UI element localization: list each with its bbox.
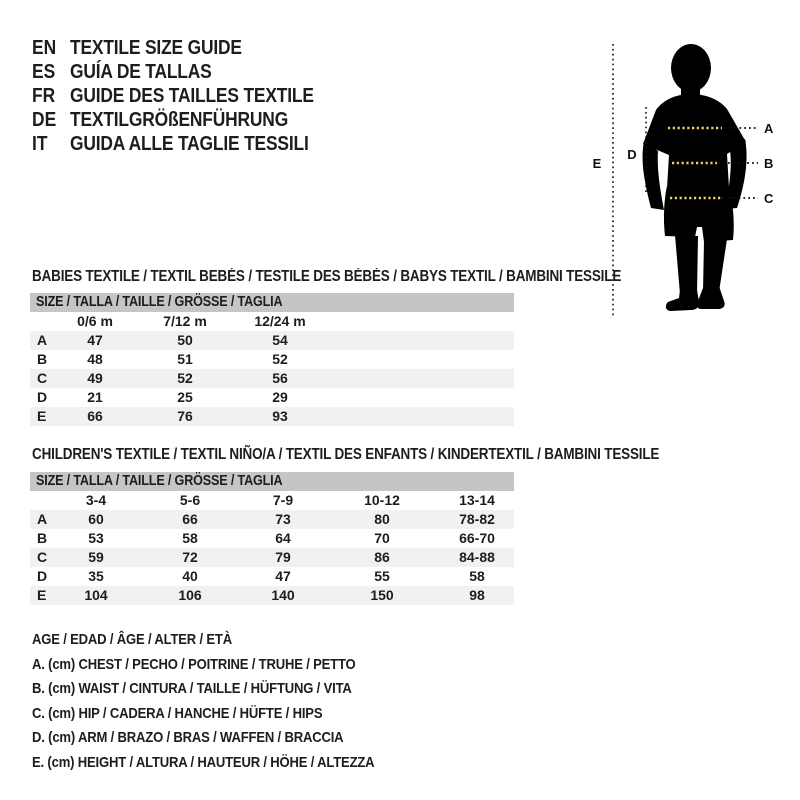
silhouette-left-foot bbox=[666, 290, 699, 311]
row-label: E bbox=[37, 408, 47, 424]
cell-value: 52 bbox=[177, 370, 193, 386]
size-header-text: SIZE / TALLA / TAILLE / GRÖSSE / TAGLIA bbox=[36, 294, 283, 310]
cell-value: 58 bbox=[182, 530, 198, 546]
cell-value: 150 bbox=[370, 587, 394, 603]
guide-title: GUÍA DE TALLAS bbox=[70, 61, 212, 83]
cell-value: 86 bbox=[374, 549, 390, 565]
column-header: 5-6 bbox=[179, 492, 201, 508]
legend-age-line bbox=[32, 628, 426, 653]
table-row-a bbox=[30, 331, 514, 350]
table-row-b bbox=[30, 529, 514, 548]
column-header: 13-14 bbox=[459, 492, 495, 508]
cell-value: 49 bbox=[87, 370, 103, 386]
silhouette-shorts bbox=[664, 186, 734, 242]
children-heading-text: CHILDREN'S TEXTILE / TEXTIL NIÑO/A / TEXTIL DES ENFANTS / KINDERTEXTIL / BAMBINI TESSILE bbox=[32, 446, 660, 463]
cell-value: 78-82 bbox=[459, 511, 495, 527]
table-row-b bbox=[30, 350, 514, 369]
cell-value: 40 bbox=[182, 568, 198, 584]
size-header-text: SIZE / TALLA / TAILLE / GRÖSSE / TAGLIA bbox=[36, 473, 283, 489]
cell-value: 66 bbox=[87, 408, 103, 424]
language-code: DE bbox=[32, 109, 57, 131]
cell-value: 73 bbox=[275, 511, 291, 527]
legend-text: D. (cm) ARM / BRAZO / BRAS / WAFFEN / BRACCIA bbox=[32, 729, 344, 746]
table-row-d bbox=[30, 567, 514, 586]
cell-value: 93 bbox=[272, 408, 288, 424]
silhouette-right-foot bbox=[697, 286, 725, 309]
row-label: A bbox=[37, 511, 48, 527]
cell-value: 66-70 bbox=[459, 530, 495, 546]
cell-value: 106 bbox=[178, 587, 202, 603]
legend-height-line bbox=[32, 751, 426, 776]
legend-text: AGE / EDAD / ÂGE / ALTER / ETÀ bbox=[32, 631, 232, 648]
column-header: 7-9 bbox=[272, 492, 294, 508]
legend-text: B. (cm) WAIST / CINTURA / TAILLE / HÜFTUNG / VITA bbox=[32, 680, 352, 697]
language-title-list bbox=[32, 36, 350, 156]
label-e: E bbox=[592, 156, 602, 171]
language-code: IT bbox=[32, 133, 48, 155]
cell-value: 25 bbox=[177, 389, 193, 405]
cell-value: 79 bbox=[275, 549, 291, 565]
label-c: C bbox=[764, 191, 774, 206]
row-label: C bbox=[37, 549, 48, 565]
column-header: 10-12 bbox=[364, 492, 400, 508]
column-header: 7/12 m bbox=[163, 313, 207, 329]
children-section-heading bbox=[32, 447, 753, 463]
legend-arm-line bbox=[32, 726, 426, 751]
cell-value: 53 bbox=[88, 530, 104, 546]
cell-value: 55 bbox=[374, 568, 390, 584]
babies-section-heading bbox=[32, 269, 709, 285]
cell-value: 47 bbox=[87, 332, 103, 348]
column-header-row bbox=[30, 491, 514, 510]
legend-waist-line bbox=[32, 677, 426, 702]
measurement-legend bbox=[32, 628, 426, 775]
row-label: C bbox=[37, 370, 48, 386]
label-a: A bbox=[764, 121, 774, 136]
legend-text: E. (cm) HEIGHT / ALTURA / HAUTEUR / HÖHE / ALTEZZA bbox=[32, 753, 375, 771]
table-row-e bbox=[30, 407, 514, 426]
cell-value: 60 bbox=[88, 511, 104, 527]
language-row-it bbox=[32, 132, 350, 156]
cell-value: 54 bbox=[272, 332, 288, 348]
cell-value: 104 bbox=[84, 587, 108, 603]
language-code: EN bbox=[32, 37, 57, 59]
cell-value: 66 bbox=[182, 511, 198, 527]
cell-value: 21 bbox=[87, 389, 103, 405]
cell-value: 51 bbox=[177, 351, 193, 367]
size-header-bar bbox=[30, 472, 514, 491]
language-row-es bbox=[32, 60, 350, 84]
cell-value: 70 bbox=[374, 530, 390, 546]
row-label: D bbox=[37, 389, 48, 405]
cell-value: 80 bbox=[374, 511, 390, 527]
babies-heading-text: BABIES TEXTILE / TEXTIL BEBÉS / TESTILE DES BÉBÉS / BABYS TEXTIL / BAMBINI TESSILE bbox=[32, 268, 622, 285]
column-header: 0/6 m bbox=[77, 313, 113, 329]
cell-value: 84-88 bbox=[459, 549, 495, 565]
language-row-en bbox=[32, 36, 350, 60]
language-row-de bbox=[32, 108, 350, 132]
babies-size-table bbox=[30, 293, 514, 426]
column-header: 3-4 bbox=[85, 492, 107, 508]
table-row-a bbox=[30, 510, 514, 529]
guide-title: GUIDE DES TAILLES TEXTILE bbox=[70, 85, 314, 107]
table-row-e bbox=[30, 586, 514, 605]
language-code: ES bbox=[32, 61, 56, 83]
legend-hip-line bbox=[32, 702, 426, 727]
table-row-d bbox=[30, 388, 514, 407]
cell-value: 64 bbox=[275, 530, 291, 546]
row-label: B bbox=[37, 530, 48, 546]
cell-value: 29 bbox=[272, 389, 288, 405]
row-label: A bbox=[37, 332, 48, 348]
cell-value: 76 bbox=[177, 408, 193, 424]
cell-value: 52 bbox=[272, 351, 288, 367]
row-label: D bbox=[37, 568, 48, 584]
guide-title: TEXTILGRÖßENFÜHRUNG bbox=[70, 109, 289, 131]
legend-chest-line bbox=[32, 653, 426, 678]
label-b: B bbox=[764, 156, 774, 171]
cell-value: 56 bbox=[272, 370, 288, 386]
cell-value: 59 bbox=[88, 549, 104, 565]
row-label: B bbox=[37, 351, 48, 367]
cell-value: 35 bbox=[88, 568, 104, 584]
legend-text: C. (cm) HIP / CADERA / HANCHE / HÜFTE / HIPS bbox=[32, 704, 323, 722]
cell-value: 48 bbox=[87, 351, 103, 367]
cell-value: 58 bbox=[469, 568, 485, 584]
children-size-table bbox=[30, 472, 514, 605]
guide-title: TEXTILE SIZE GUIDE bbox=[70, 37, 242, 59]
cell-value: 47 bbox=[275, 568, 291, 584]
table-row-c bbox=[30, 369, 514, 388]
table-row-c bbox=[30, 548, 514, 567]
column-header-row bbox=[30, 312, 514, 331]
legend-text: A. (cm) CHEST / PECHO / POITRINE / TRUHE / PETTO bbox=[32, 655, 356, 673]
cell-value: 72 bbox=[182, 549, 198, 565]
label-d: D bbox=[627, 147, 637, 162]
cell-value: 98 bbox=[469, 587, 485, 603]
silhouette-left-leg bbox=[675, 235, 698, 294]
size-header-bar bbox=[30, 293, 514, 312]
language-code: FR bbox=[32, 85, 56, 107]
cell-value: 50 bbox=[177, 332, 193, 348]
language-row-fr bbox=[32, 84, 350, 108]
guide-title: GUIDA ALLE TAGLIE TESSILI bbox=[70, 133, 309, 155]
cell-value: 140 bbox=[271, 587, 295, 603]
row-label: E bbox=[37, 587, 47, 603]
column-header: 12/24 m bbox=[254, 313, 306, 329]
